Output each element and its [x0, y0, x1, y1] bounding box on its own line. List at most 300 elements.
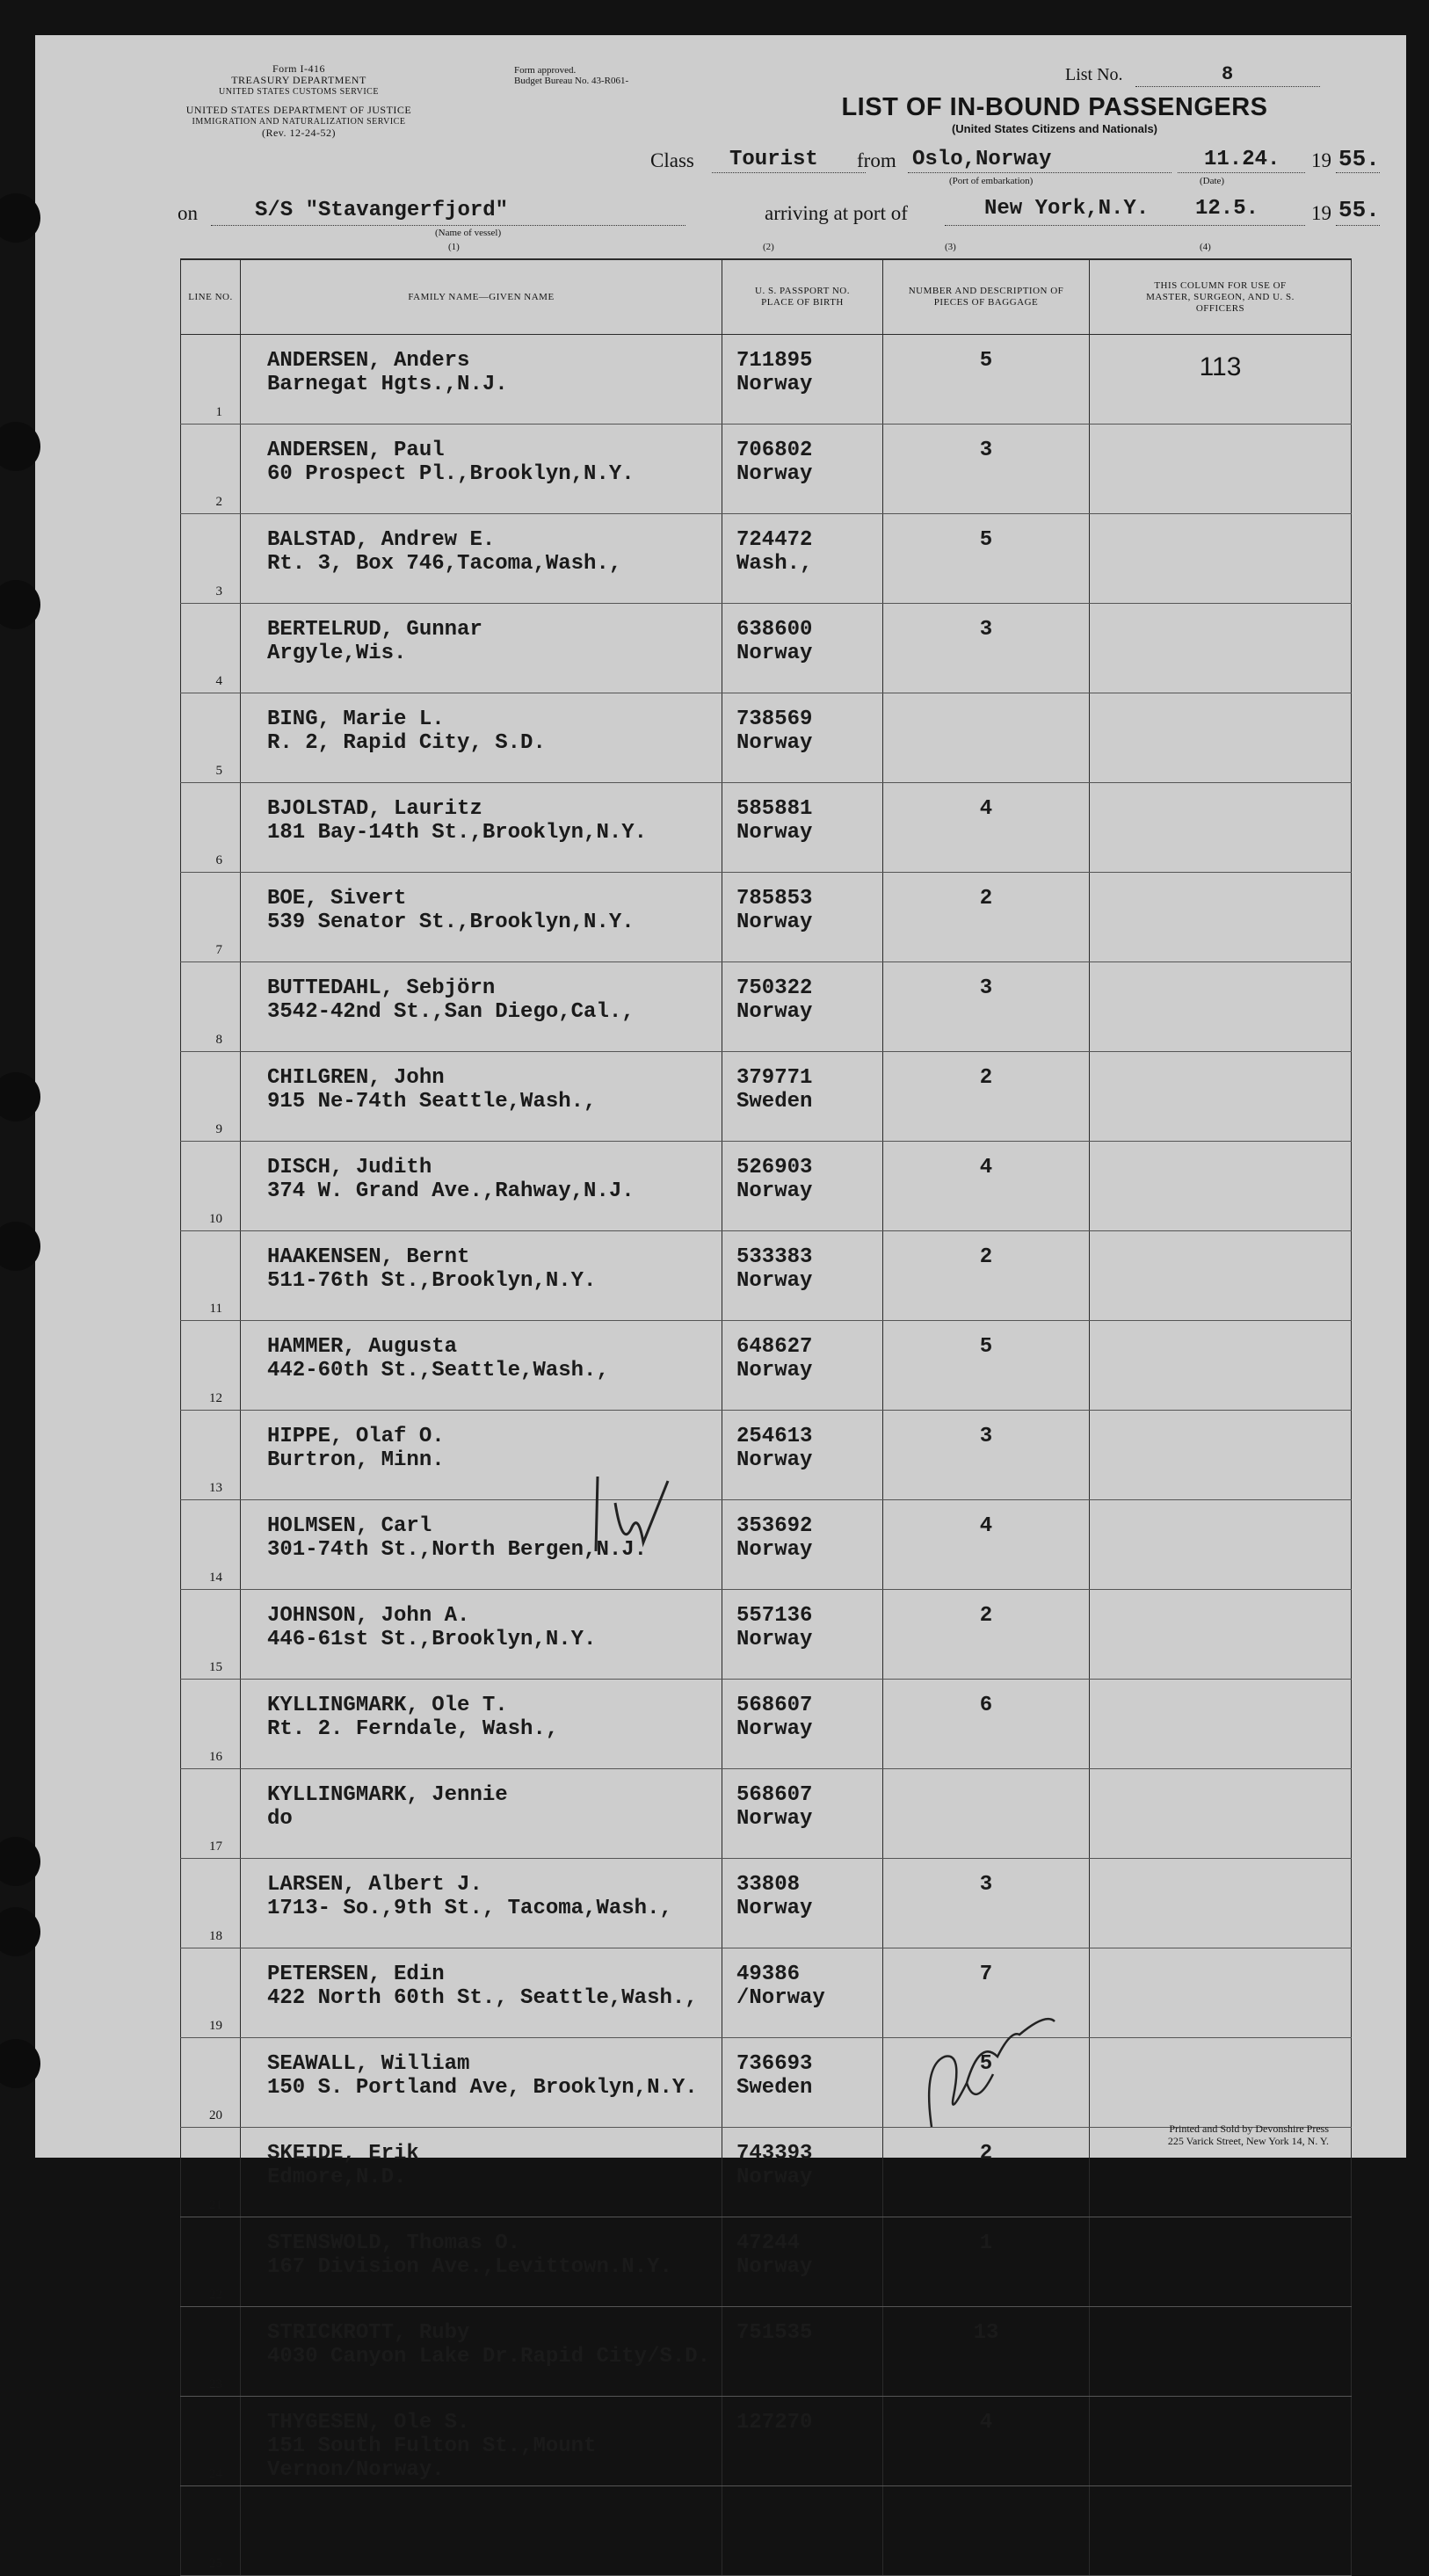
- passport-number: 47244: [736, 2231, 801, 2255]
- passenger-address: 446-61st St.,Brooklyn,N.Y.: [267, 1628, 597, 1651]
- date-underline: [1178, 172, 1305, 173]
- line-number-cell: [181, 2307, 241, 2397]
- manifest-sheet: [35, 35, 1406, 2571]
- table-row: [181, 1142, 1352, 1231]
- line-number: 21: [209, 2198, 222, 2212]
- passenger-address: 301-74th St.,North Bergen,N.J.: [267, 1538, 648, 1562]
- binder-hole: [0, 1907, 40, 1956]
- baggage-count: 4: [979, 2411, 993, 2435]
- place-of-birth: Norway: [736, 1448, 813, 1472]
- baggage-cell: [883, 335, 1090, 424]
- year-underline: [1336, 172, 1380, 173]
- place-of-birth: Norway: [736, 462, 813, 486]
- table-row: [181, 2486, 1352, 2576]
- line-number: 7: [215, 943, 222, 957]
- passport-number: 557136: [736, 1604, 813, 1628]
- binder-hole: [0, 580, 40, 629]
- date-caption: (Date): [1200, 176, 1225, 186]
- table-row: [181, 1500, 1352, 1590]
- binder-hole: [0, 1072, 40, 1121]
- name-cell: [241, 1052, 722, 1142]
- line-number: 5: [215, 764, 222, 778]
- baggage-count: 5: [979, 2052, 993, 2076]
- passenger-name: PETERSEN, Edin: [267, 1963, 445, 1986]
- line-number-cell: [181, 1769, 241, 1859]
- arrival-year-underline: [1336, 225, 1380, 226]
- line-number-cell: [181, 1680, 241, 1769]
- baggage-count: 3: [979, 1873, 993, 1897]
- name-cell: [241, 1142, 722, 1231]
- officer-note-cell: [1090, 783, 1352, 873]
- passenger-address: 539 Senator St.,Brooklyn,N.Y.: [267, 911, 635, 934]
- passenger-address: 181 Bay-14th St.,Brooklyn,N.Y.: [267, 821, 648, 845]
- passport-cell: [722, 873, 883, 962]
- table-row: [181, 2307, 1352, 2397]
- passenger-name: HIPPE, Olaf O.: [267, 1425, 445, 1448]
- class-label: Class: [650, 149, 694, 171]
- binder-hole: [0, 1837, 40, 1886]
- line-number-cell: [181, 693, 241, 783]
- line-number: 25: [209, 2557, 222, 2571]
- arrival-year-prefix: 19: [1311, 202, 1331, 224]
- line-number-cell: [181, 1411, 241, 1500]
- baggage-cell: [883, 873, 1090, 962]
- table-row: [181, 1231, 1352, 1321]
- table-row: [181, 424, 1352, 514]
- place-of-birth: Norway: [736, 1717, 813, 1741]
- passport-number: 743393: [736, 2142, 813, 2166]
- passenger-address: R. 2, Rapid City, S.D.: [267, 731, 546, 755]
- baggage-count: 2: [979, 887, 993, 911]
- baggage-count: 2: [979, 1066, 993, 1090]
- passenger-address: Rt. 2. Ferndale, Wash.,: [267, 1717, 559, 1741]
- departure-year: 55.: [1338, 146, 1380, 172]
- baggage-cell: [883, 1411, 1090, 1500]
- name-cell: [241, 335, 722, 424]
- passport-cell: [722, 1680, 883, 1769]
- arrival-underline: [945, 225, 1305, 226]
- passport-cell: [722, 2038, 883, 2128]
- passport-number: 353692: [736, 1514, 813, 1538]
- place-of-birth: Sweden: [736, 2076, 813, 2100]
- line-number-cell: [181, 2397, 241, 2486]
- name-cell: [241, 2397, 722, 2486]
- name-cell: [241, 424, 722, 514]
- line-number: 13: [209, 1481, 222, 1495]
- passport-cell: [722, 2217, 883, 2307]
- imprint-line-2: 225 Varick Street, New York 14, N. Y.: [1167, 2135, 1329, 2147]
- line-number: 10: [209, 1212, 222, 1226]
- justice-dept: UNITED STATES DEPARTMENT OF JUSTICE: [185, 104, 412, 116]
- passport-number: 254613: [736, 1425, 813, 1448]
- baggage-cell: [883, 693, 1090, 783]
- budget-block: [514, 65, 690, 86]
- place-of-birth: Norway: [736, 821, 813, 845]
- ins: IMMIGRATION AND NATURALIZATION SERVICE: [192, 117, 406, 127]
- line-number-cell: [181, 783, 241, 873]
- header-passport: U. S. PASSPORT NO. PLACE OF BIRTH: [722, 259, 883, 335]
- place-of-birth: Norway: [736, 911, 813, 934]
- baggage-cell: [883, 1500, 1090, 1590]
- binder-hole: [0, 2039, 40, 2088]
- passenger-address: Burtron, Minn.: [267, 1448, 445, 1472]
- baggage-cell: [883, 783, 1090, 873]
- table-row: [181, 2217, 1352, 2307]
- class-value: Tourist: [729, 148, 818, 171]
- name-cell: [241, 1769, 722, 1859]
- place-of-birth: Norway: [736, 1000, 813, 1024]
- binder-hole: [0, 422, 40, 471]
- baggage-count: 3: [979, 439, 993, 462]
- col-num-4: (4): [1200, 242, 1211, 252]
- passenger-address: do: [267, 1807, 293, 1831]
- place-of-birth: Norway: [736, 1179, 813, 1203]
- baggage-count: 5: [979, 528, 993, 552]
- imprint-line-1: Printed and Sold by Devonshire Press: [1169, 2122, 1329, 2135]
- passport-cell: [722, 514, 883, 604]
- line-number: 1: [215, 405, 222, 419]
- passenger-address: Argyle,Wis.: [267, 642, 407, 665]
- passport-number: 711895: [736, 349, 813, 373]
- passenger-name: BING, Marie L.: [267, 707, 445, 731]
- passenger-name: DISCH, Judith: [267, 1156, 432, 1179]
- baggage-count: 1: [979, 2231, 993, 2255]
- table-row: [181, 2397, 1352, 2486]
- passenger-name: STRICKROTT, Ruby: [267, 2321, 470, 2345]
- officer-note-cell: [1090, 1411, 1352, 1500]
- officer-note-cell: [1090, 1052, 1352, 1142]
- place-of-birth: Sweden: [736, 1090, 813, 1114]
- passport-number: 750322: [736, 976, 813, 1000]
- line-number: 20: [209, 2108, 222, 2122]
- table-row: [181, 873, 1352, 962]
- arriving-label: arriving at port of: [765, 202, 908, 224]
- from-label: from: [857, 149, 896, 171]
- passenger-name: BOE, Sivert: [267, 887, 407, 911]
- name-cell: [241, 2307, 722, 2397]
- passenger-rows: [181, 335, 1352, 2576]
- passenger-address: 150 S. Portland Ave, Brooklyn,N.Y.: [267, 2076, 698, 2100]
- line-number: 8: [215, 1033, 222, 1047]
- passport-number: 736693: [736, 2052, 813, 2076]
- table-row: [181, 1948, 1352, 2038]
- name-cell: [241, 2128, 722, 2217]
- arrival-year: 55.: [1338, 197, 1380, 223]
- passport-number: 379771: [736, 1066, 813, 1090]
- baggage-count: 5: [979, 349, 993, 373]
- place-of-birth: Norway: [736, 2255, 813, 2279]
- passport-number: 724472: [736, 528, 813, 552]
- passport-cell: [722, 1231, 883, 1321]
- handwritten-signature: [914, 1951, 1063, 2136]
- passenger-name: BUTTEDAHL, Sebjörn: [267, 976, 496, 1000]
- passport-number: 33808: [736, 1873, 801, 1897]
- passenger-name: STENSWOLD, Thomas O.: [267, 2231, 521, 2255]
- passport-cell: [722, 693, 883, 783]
- passenger-name: HOLMSEN, Carl: [267, 1514, 432, 1538]
- passport-cell: [722, 424, 883, 514]
- passport-cell: [722, 1052, 883, 1142]
- passenger-address: 915 Ne-74th Seattle,Wash.,: [267, 1090, 597, 1114]
- baggage-cell: [883, 1859, 1090, 1948]
- officer-note-cell: [1090, 962, 1352, 1052]
- col-num-3: (3): [945, 242, 956, 252]
- line-number: 17: [209, 1839, 222, 1854]
- officer-note-cell: [1090, 1142, 1352, 1231]
- passport-number: 648627: [736, 1335, 813, 1359]
- passport-cell: [722, 2307, 883, 2397]
- class-underline: [712, 172, 866, 173]
- baggage-count: 3: [979, 1425, 993, 1448]
- table-row: [181, 962, 1352, 1052]
- name-cell: [241, 2038, 722, 2128]
- header-baggage: NUMBER AND DESCRIPTION OF PIECES OF BAGGAGE: [883, 259, 1090, 335]
- baggage-cell: [883, 424, 1090, 514]
- passenger-name: JOHNSON, John A.: [267, 1604, 470, 1628]
- form-number: Form I-416: [272, 62, 325, 75]
- passenger-address: 1713- So.,9th St., Tacoma,Wash.,: [267, 1897, 672, 1920]
- passport-cell: [722, 1411, 883, 1500]
- line-number-cell: [181, 1321, 241, 1411]
- officer-note-cell: [1090, 1948, 1352, 2038]
- name-cell: [241, 783, 722, 873]
- place-of-birth: Norway: [736, 1897, 813, 1920]
- baggage-count: 4: [979, 797, 993, 821]
- line-number-cell: [181, 2038, 241, 2128]
- passenger-address: 374 W. Grand Ave.,Rahway,N.J.: [267, 1179, 635, 1203]
- passenger-address: 511-76th St.,Brooklyn,N.Y.: [267, 1269, 597, 1293]
- name-cell: [241, 2217, 722, 2307]
- passenger-name: THYGESEN, Ole S.: [267, 2411, 470, 2435]
- passport-cell: [722, 604, 883, 693]
- passport-number: 751535: [736, 2321, 813, 2345]
- passenger-name: ANDERSEN, Paul: [267, 439, 445, 462]
- table-row: [181, 1859, 1352, 1948]
- officer-note-cell: [1090, 1590, 1352, 1680]
- name-cell: [241, 1948, 722, 2038]
- officer-note-cell: [1090, 604, 1352, 693]
- baggage-count: 2: [979, 1245, 993, 1269]
- line-number-cell: [181, 1500, 241, 1590]
- table-row: [181, 1769, 1352, 1859]
- customs-service: UNITED STATES CUSTOMS SERVICE: [219, 87, 379, 97]
- baggage-count: 5: [979, 1335, 993, 1359]
- name-cell: [241, 1590, 722, 1680]
- officer-note-cell: [1090, 514, 1352, 604]
- baggage-count: 3: [979, 618, 993, 642]
- baggage-count: 3: [979, 976, 993, 1000]
- place-of-birth: /Norway: [736, 1986, 825, 2010]
- officer-note-cell: [1090, 2397, 1352, 2486]
- passport-number: 533383: [736, 1245, 813, 1269]
- baggage-count: 4: [979, 1514, 993, 1538]
- officer-note-cell: [1090, 693, 1352, 783]
- passenger-address: 442-60th St.,Seattle,Wash.,: [267, 1359, 609, 1382]
- passport-number: 738569: [736, 707, 813, 731]
- baggage-cell: [883, 2217, 1090, 2307]
- baggage-cell: [883, 604, 1090, 693]
- form-approved: Form approved.: [514, 65, 577, 76]
- line-number-cell: [181, 1142, 241, 1231]
- passport-cell: [722, 2128, 883, 2217]
- passenger-address: 151 South Fulton St.,Mount Vernon/Norway.: [267, 2435, 597, 2482]
- passport-cell: [722, 2486, 883, 2576]
- baggage-cell: [883, 1142, 1090, 1231]
- table-row: [181, 1052, 1352, 1142]
- passenger-name: CHILGREN, John: [267, 1066, 445, 1090]
- officer-note-cell: [1090, 2486, 1352, 2576]
- place-of-birth: Norway: [736, 373, 813, 396]
- passport-cell: [722, 2397, 883, 2486]
- passenger-address: 60 Prospect Pl.,Brooklyn,N.Y.: [267, 462, 635, 486]
- line-number-cell: [181, 2486, 241, 2576]
- line-number-cell: [181, 2217, 241, 2307]
- line-number-cell: [181, 1948, 241, 2038]
- name-cell: [241, 1231, 722, 1321]
- baggage-cell: [883, 1052, 1090, 1142]
- passenger-name: SEAWALL, William: [267, 2052, 470, 2076]
- passenger-name: BJOLSTAD, Lauritz: [267, 797, 482, 821]
- passport-number: 127270: [736, 2411, 813, 2435]
- line-number-cell: [181, 1052, 241, 1142]
- header-officers: THIS COLUMN FOR USE OF MASTER, SURGEON, AND U. S. OFFICERS: [1090, 259, 1352, 335]
- baggage-count: 4: [979, 1156, 993, 1179]
- baggage-cell: [883, 2128, 1090, 2217]
- line-number: 4: [215, 674, 222, 688]
- page-subtitle: (United States Citizens and Nationals): [951, 122, 1158, 135]
- line-number-cell: [181, 335, 241, 424]
- passenger-name: KYLLINGMARK, Jennie: [267, 1783, 508, 1807]
- passport-cell: [722, 1500, 883, 1590]
- officer-note-cell: [1090, 2038, 1352, 2128]
- departure-date: 11.24.: [1204, 148, 1280, 171]
- line-number: 2: [215, 495, 222, 509]
- officer-note-cell: [1090, 1769, 1352, 1859]
- port-of-embarkation: Oslo,Norway: [912, 148, 1052, 171]
- table-row: [181, 1590, 1352, 1680]
- passenger-name: SKEIDE, Erik: [267, 2142, 419, 2166]
- officer-note-cell: [1090, 2217, 1352, 2307]
- passport-number: 568607: [736, 1783, 813, 1807]
- baggage-cell: [883, 962, 1090, 1052]
- line-number: 3: [215, 584, 222, 599]
- line-number-cell: [181, 424, 241, 514]
- line-number: 6: [215, 853, 222, 867]
- officer-note-cell: [1090, 1231, 1352, 1321]
- place-of-birth: Norway: [736, 1359, 813, 1382]
- officer-note-cell: [1090, 1859, 1352, 1948]
- name-cell: [241, 1321, 722, 1411]
- treasury-dept: TREASURY DEPARTMENT: [231, 74, 366, 86]
- line-number-cell: [181, 2128, 241, 2217]
- passport-number: 568607: [736, 1694, 813, 1717]
- vessel-name: S/S "Stavangerfjord": [255, 199, 509, 222]
- passport-cell: [722, 1948, 883, 2038]
- baggage-cell: [883, 1231, 1090, 1321]
- table-row: [181, 1321, 1352, 1411]
- passenger-name: ANDERSEN, Anders: [267, 349, 470, 373]
- place-of-birth: Wash.,: [736, 552, 813, 576]
- passport-cell: [722, 1769, 883, 1859]
- place-of-birth: Norway: [736, 1269, 813, 1293]
- header-name: FAMILY NAME—GIVEN NAME: [241, 259, 722, 335]
- line-number: 16: [209, 1750, 222, 1764]
- col-num-1: (1): [448, 242, 460, 252]
- passport-cell: [722, 335, 883, 424]
- passenger-table: [180, 258, 1352, 2576]
- list-no: 8: [1222, 63, 1234, 85]
- baggage-cell: [883, 2486, 1090, 2576]
- line-number: 24: [209, 2467, 222, 2481]
- passport-cell: [722, 1142, 883, 1231]
- passenger-address: Edmore,N.D.: [267, 2166, 407, 2189]
- col-num-2: (2): [763, 242, 774, 252]
- header-line-no: LINE NO.: [181, 259, 241, 335]
- baggage-cell: [883, 1680, 1090, 1769]
- officer-note-cell: [1090, 1500, 1352, 1590]
- on-label: on: [178, 202, 198, 224]
- name-cell: [241, 1859, 722, 1948]
- passport-number: 585881: [736, 797, 813, 821]
- passenger-address: Rt. 3, Box 746,Tacoma,Wash.,: [267, 552, 622, 576]
- handwritten-initial-mark: [580, 1468, 685, 1564]
- arrival-port: New York,N.Y.: [984, 197, 1150, 221]
- line-number: 22: [209, 2288, 222, 2302]
- baggage-cell: [883, 1769, 1090, 1859]
- line-number-cell: [181, 962, 241, 1052]
- year-prefix: 19: [1311, 149, 1331, 171]
- passport-number: 526903: [736, 1156, 813, 1179]
- vessel-underline: [211, 225, 685, 226]
- table-row: [181, 335, 1352, 424]
- line-number: 15: [209, 1660, 222, 1674]
- passenger-name: BERTELRUD, Gunnar: [267, 618, 482, 642]
- passenger-name: LARSEN, Albert J.: [267, 1873, 482, 1897]
- passport-number: 49386: [736, 1963, 801, 1986]
- name-cell: [241, 514, 722, 604]
- baggage-cell: [883, 1321, 1090, 1411]
- place-of-birth: Norway: [736, 1538, 813, 1562]
- passport-cell: [722, 783, 883, 873]
- revision: (Rev. 12-24-52): [261, 127, 337, 139]
- passenger-address: 167 Division Ave.,Levittown.N.Y.: [267, 2255, 672, 2279]
- from-underline: [908, 172, 1171, 173]
- arrival-date: 12.5.: [1195, 197, 1259, 221]
- baggage-count: 7: [979, 1963, 993, 1986]
- name-cell: [241, 873, 722, 962]
- passport-cell: [722, 1321, 883, 1411]
- line-number-cell: [181, 1859, 241, 1948]
- binder-hole: [0, 1222, 40, 1271]
- passport-number: 706802: [736, 439, 813, 462]
- officer-note-cell: [1090, 873, 1352, 962]
- baggage-count: 2: [979, 1604, 993, 1628]
- agency-block: [171, 63, 426, 139]
- baggage-count: 6: [979, 1694, 993, 1717]
- line-number: 18: [209, 1929, 222, 1943]
- printer-imprint: [1168, 2122, 1329, 2147]
- budget-bureau: Budget Bureau No. 43-R061-: [514, 76, 629, 86]
- name-cell: [241, 2486, 722, 2576]
- passport-number: 785853: [736, 887, 813, 911]
- table-row: [181, 1680, 1352, 1769]
- binder-hole: [0, 193, 40, 243]
- page-title: LIST OF IN-BOUND PASSENGERS: [841, 93, 1268, 121]
- line-number: 12: [209, 1391, 222, 1405]
- passport-cell: [722, 962, 883, 1052]
- table-row: [181, 1411, 1352, 1500]
- passenger-name: HAAKENSEN, Bernt: [267, 1245, 470, 1269]
